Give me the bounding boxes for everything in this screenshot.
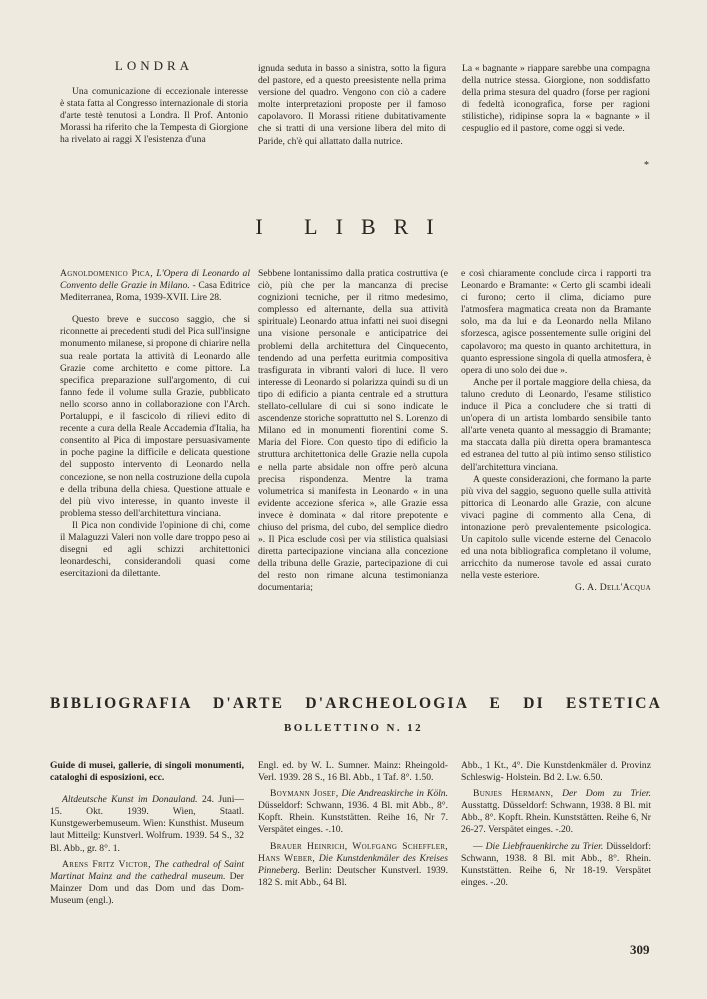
book-entry: [60, 268, 250, 304]
biblio-entry: [461, 841, 651, 889]
biblio-entry: [50, 859, 244, 907]
libri-column-3: [461, 268, 651, 595]
londra-paragraph-2: ignuda seduta in basso a sinistra, sotto la figura del pastore, ed a questo preesistente nella prima versione del quadro. Vengono con ciò a cadere molte interpretazioni proposte per il famoso capolavoro. Il Morassi ritiene dubitativamente che si tratti di una versione libera del mito di Paride, ch'è qui allattato dalla nutrice.: [258, 63, 446, 147]
page-number: 309: [630, 942, 650, 957]
biblio-entry-author: Bunjes Hermann,: [473, 788, 554, 800]
biblio-entry-title: Die Andreaskirche in Köln.: [341, 788, 448, 800]
section-separator-asterisk: *: [644, 160, 649, 171]
book-publisher: - Casa Editrice Mediterranea, Roma, 1939-XVII. Lire 28.: [60, 280, 250, 304]
biblio-column-3: [461, 760, 651, 889]
biblio-entry-continued: Engl. ed. by W. L. Sumner. Mainz: Rheingold-Verl. 1939. 28 S., 16 Bl. Abb., 1 Taf. 8°. 1.50.: [258, 760, 448, 784]
biblio-entry-title: Altdeutsche Kunst im Donauland.: [62, 794, 198, 806]
biblio-entry-details: Der Mainzer Dom und das Dom und das Dom- Museum (engl.).: [50, 870, 244, 906]
biblio-column-2: [258, 760, 448, 889]
biblio-entry: [50, 794, 244, 854]
bollettino-subtitle: BOLLETTINO N. 12: [284, 722, 423, 734]
libri-column-1: [60, 268, 250, 580]
biblio-entry-details: 24. Juni—15. Okt. 1939. Wien, Staatl. Kunstgewerbemuseum. Wien: Kunsthist. Museum laut Mitteilg: Kunstverl. Wolfrum. 1939. 54 S., 32 Bl. Abb., gr. 8°. 1.: [50, 794, 244, 854]
review-signature: G. A. Dell'Acqua: [575, 582, 651, 594]
biblio-entry-title: The cathedral of Saint Martinat Mainz and the cathedral museum.: [50, 858, 244, 882]
biblio-column-1: [50, 760, 244, 907]
londra-paragraph-3: La « bagnante » riappare sarebbe una compagna della nutrice stessa. Giorgione, non soddisfatto della prima stesura del quadro (forse per ragioni di fedeltà iconografica, forse per ragioni stilistiche), ridipinse sopra la « bagnante » il cespuglio ed il pastore, come oggi si vede.: [462, 63, 650, 135]
review-paragraph: Sebbene lontanissimo dalla pratica costruttiva (e ciò, più che per la mancanza di precise cognizioni tecniche, per il ritmo medesimo, complesso ed alternante, della sua attività spirituale) Leonardo attua infatti nei suoi disegni una visione personale e anticipatrice dei problemi della architettura del Cinquecento, tendendo ad una perfetta euritmia compositiva trasfigurata in vibranti valori di luce. Il vero interesse di Leonardo si polarizza quindi su di un tipo di edificio a pianta centrale ed a struttura stellato-cellulare di cui si sono indicate le ascendenze storiche soprattutto nel S. Lorenzo di Milano ed in monumenti fiorentini come S. Maria del Fiore. Con questo tipo di edificio la struttura architettonica delle Grazie nella cupola e nella parte absidale non offre però alcuna precisa rispondenza. Mentre la trama volumetrica si manifesta in Leonardo « in una evidente accezione sferica », alle Grazie essa invece è dominata « dal ritore prepotente e chiuso del prisma, del cubo, del semplice diedro ». Il Pica esclude così per via stilistica qualsiasi diretta partecipazione vinciana alla concezione della tribuna delle Grazie, partecipazione di cui del resto non rimane alcuna testimonianza documentaria;: [258, 268, 448, 594]
londra-column-2: [258, 63, 446, 148]
biblio-entry-dash: —: [473, 840, 486, 852]
londra-paragraph-1: Una comunicazione di eccezionale interesse è stata fatta al Congresso internazionale di storia d'arte testè tenutosi a Londra. Il Prof. Antonio Morassi ha riferito che la Tempesta di Giorgione ha rivelato ai raggi X l'esistenza d'una: [60, 86, 248, 146]
review-paragraph: A queste considerazioni, che formano la parte più viva del saggio, seguono quelle sulla attività pittorica di Leonardo alle Grazie, con alcune vivaci pagine di commento alla Cena, di intonazione però prevalentemente psicologica. Un capitolo sulle vicende esterne del Cenacolo ed una nota bibliografica completano il volume, arricchito da numerose tavole ed assai curato nella veste esteriore.: [461, 473, 651, 582]
biblio-entry: [461, 788, 651, 836]
biblio-entry-author: Brauer Heinrich, Wolfgang Scheffler, Hans Weber,: [258, 840, 448, 864]
review-paragraph: e così chiaramente conclude circa i rapporti tra Leonardo e Bramante: « Certo gli scambi ideali ci furono; certo il clima, diciamo pure l'atmosfera magmatica creata non da Bramante solo, ma da lui e da Leonardo nella Milano sforzesca, agisce possentemente sulle origini del capolavoro; ma questo in quanto architettura, in quanto espressione singola di quella atmosfera, è opera di uno solo dei due ».: [461, 268, 651, 376]
libri-heading: I LIBRI: [255, 214, 452, 239]
biblio-entry-author: Boymann Josef,: [270, 788, 339, 800]
book-title: L'Opera di Leonardo al Convento delle Grazie in Milano.: [60, 268, 250, 292]
biblio-entry: [258, 841, 448, 889]
biblio-entry-details: Düsseldorf: Schwann, 1936. 4 Bl. mit Abb., 8°. Kopft. Rhein. Kunststätten. Reihe 16, Nr 7. Verspätet einges. -.10.: [258, 800, 448, 836]
biblio-entry: [258, 788, 448, 836]
biblio-entry-author: Arens Fritz Victor,: [62, 858, 151, 870]
biblio-entry-details: Düsseldorf: Schwann, 1938. 8 Bl. mit Abb., 8°. Rhein. Kunststätten. Reihe 6, Nr 18-19. Verspätet einges. -.20.: [461, 840, 651, 888]
biblio-entry-title: Der Dom zu Trier.: [562, 788, 651, 800]
londra-column-3: [462, 63, 650, 136]
review-paragraph: Questo breve e succoso saggio, che si riconnette ai precedenti studi del Pica sull'insigne monumento milanese, si propone di chiarire nella sua reale portata la attività di Leonardo alle Grazie come architetto e come pittore. La specifica preparazione sull'argomento, di cui fanno fede il volume sulla Grazie, pubblicato nello scorso anno in collaborazione con l'Arch. Portaluppi, e il fascicolo di rilievi edito di recente a cura della Reale Accademia d'Italia, ha consentito al Pica di impostare persuasivamente in poche pagine la difficile e delicata questione del supposto intervento di Leonardo nella concezione, se non nella costruzione della cupola e della tribuna della chiesa. Questione attuale e del più vivo interesse, in quanto investe il problema stesso dell'architettura vinciana.: [60, 314, 250, 519]
londra-column-1: [60, 86, 248, 146]
biblio-entry-title: Die Kunstdenkmäler des Kreises Pinneberg.: [258, 852, 448, 876]
biblio-entry-details: Ausstattg. Düsseldorf: Schwann, 1938. 8 Bl. mit Abb., 8°. Kopft. Rhein. Kunststätten. Reihe 6, Nr 26-27. Verspätet einges. -.20.: [461, 800, 651, 836]
londra-heading: LONDRA: [114, 58, 194, 73]
book-author: Agnoldomenico Pica,: [60, 268, 153, 279]
libri-column-2: [258, 268, 448, 595]
biblio-entry-details: Berlin: Deutscher Kunstverl. 1939. 182 S. mit Abb., 64 Bl.: [258, 864, 448, 888]
review-paragraph: Anche per il portale maggiore della chiesa, da taluno creduto di Leonardo, l'esame stilistico induce il Pica a concludere che si tratti di un'opera di un artista lombardo sensibile tanto all'arte veneta quanto al messaggio di Bramante; ma staccata dalla più diretta opera bramantesca ed estranea del tutto al più intimo senso stilistico dell'architettura vinciana.: [461, 376, 651, 473]
biblio-entry-continued: Abb., 1 Kt., 4°. Die Kunstdenkmäler d. Provinz Schleswig- Holstein. Bd 2. Lw. 6.50.: [461, 760, 651, 784]
biblio-entry-title: Die Liebfrauenkirche zu Trier.: [485, 840, 604, 852]
review-paragraph: Il Pica non condivide l'opinione di chi, come il Malaguzzi Valeri non volle dare troppo peso ai disegni ed agli schizzi architettonici leonardeschi, considerandoli quasi come esercitazioni da dilettante.: [60, 519, 250, 580]
bibliografia-heading: BIBLIOGRAFIA D'ARTE D'ARCHEOLOGIA E DI ESTETICA: [50, 695, 662, 712]
biblio-category-heading: Guide di musei, gallerie, di singoli monumenti, cataloghi di esposizioni, ecc.: [50, 760, 244, 784]
